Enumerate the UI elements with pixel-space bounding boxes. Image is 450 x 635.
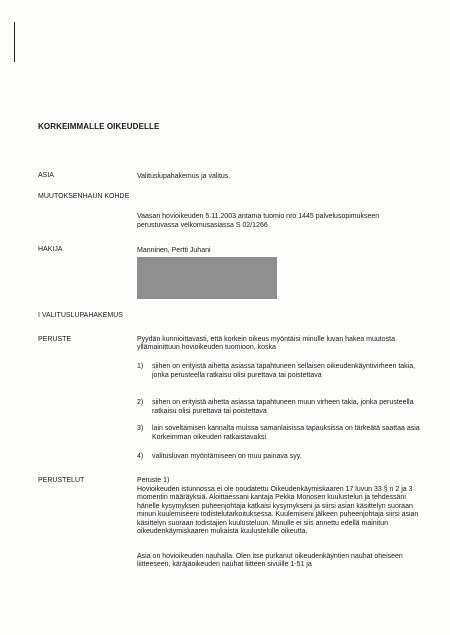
page-edge-mark (14, 22, 15, 62)
peruste-intro: Pyydän kunnioittavasti, että korkein oikeus myöntäisi minulle luvan hakea muutosta yllämainittuun hovioikeuden tuomioon, koska (137, 336, 395, 352)
list-item-text: siihen on erityistä aihetta asiassa tapahtuneen muun virheen takia, jonka perusteella ratkaisu olisi purettava tai poistettava (152, 399, 414, 415)
asia-label: ASIA (38, 172, 54, 179)
perustelut-subheading: Peruste 1) (137, 477, 170, 484)
muutoksenhaun-kohde-label: MUUTOKSENHAUN KOHDE (38, 193, 130, 200)
redacted-block (137, 257, 277, 299)
peruste-label: PERUSTE (38, 336, 72, 343)
perustelut-label: PERUSTELUT (38, 477, 85, 484)
list-item-number: 2) (137, 399, 144, 406)
hakija-value: Manninen, Pertti Juhani (137, 247, 211, 254)
list-item-number: 1) (137, 363, 144, 370)
muutoksenhaun-kohde-value: Vaasan hovioikeuden 5.11.2003 antama tuomio nro 1445 palvelusopimukseen perustuvassa velkomusasiassa S 02/1266 (137, 213, 380, 229)
section-title: I VALITUSLUPAHAKEMUS (38, 312, 123, 319)
list-item-number: 4) (137, 453, 144, 460)
hakija-label: HAKIJA (38, 246, 63, 253)
document-heading: KORKEIMMALLE OIKEUDELLE (38, 122, 160, 131)
perustelut-paragraph-1: Hovioikeuden istunnossa ei ole noudatettu Oikeudenkäymiskaaren 17 luvun 33 § n 2 ja 3 momentin määräyksiä. Aloittaessani kantaja Pekka Monosen kuulustelun ja tehdessäni hänelle kysymyksen puheenjohtaja katkaisi kysymykseni ja siirsi asian käsittelyn suoraan minun kuulemiseeni todistelutarkoituksessa. Kuulemiseni jälkeen puheenjohtaja siirsi asian käsittelyn suoraan todistajien kuulusteluun. Minulle ei siis annettu edellä mainitun oikeudenkäymiskaaren mukaista kuulustelulle oikeutta. (137, 486, 419, 536)
list-item-text: valitusluvan myöntämiseen on muu painava syy. (152, 453, 302, 460)
list-item-number: 3) (137, 425, 144, 432)
list-item-text: siihen on erityistä aihetta asiassa tapahtuneen sellaisen oikeudenkäyntivirheen takia, jonka perusteella ratkaisu olisi purettava tai poistettava (152, 363, 416, 379)
list-item-text: lain soveltamisen kannalta muissa samanlaisissa tapauksissa on tärkeätä saattaa asia Korkeimman oikeuden ratkaistavaksi (152, 425, 420, 441)
asia-value: Valituslupahakemus ja valitus. (137, 173, 231, 180)
perustelut-paragraph-2: Asia on hovioikeuden nauhalla. Olen itse purkanut oikeudenkäyntien nauhat oheiseen liitteeseen, käräjäoikeuden nauhat liitteen sivuille 1-51 ja (137, 553, 403, 569)
